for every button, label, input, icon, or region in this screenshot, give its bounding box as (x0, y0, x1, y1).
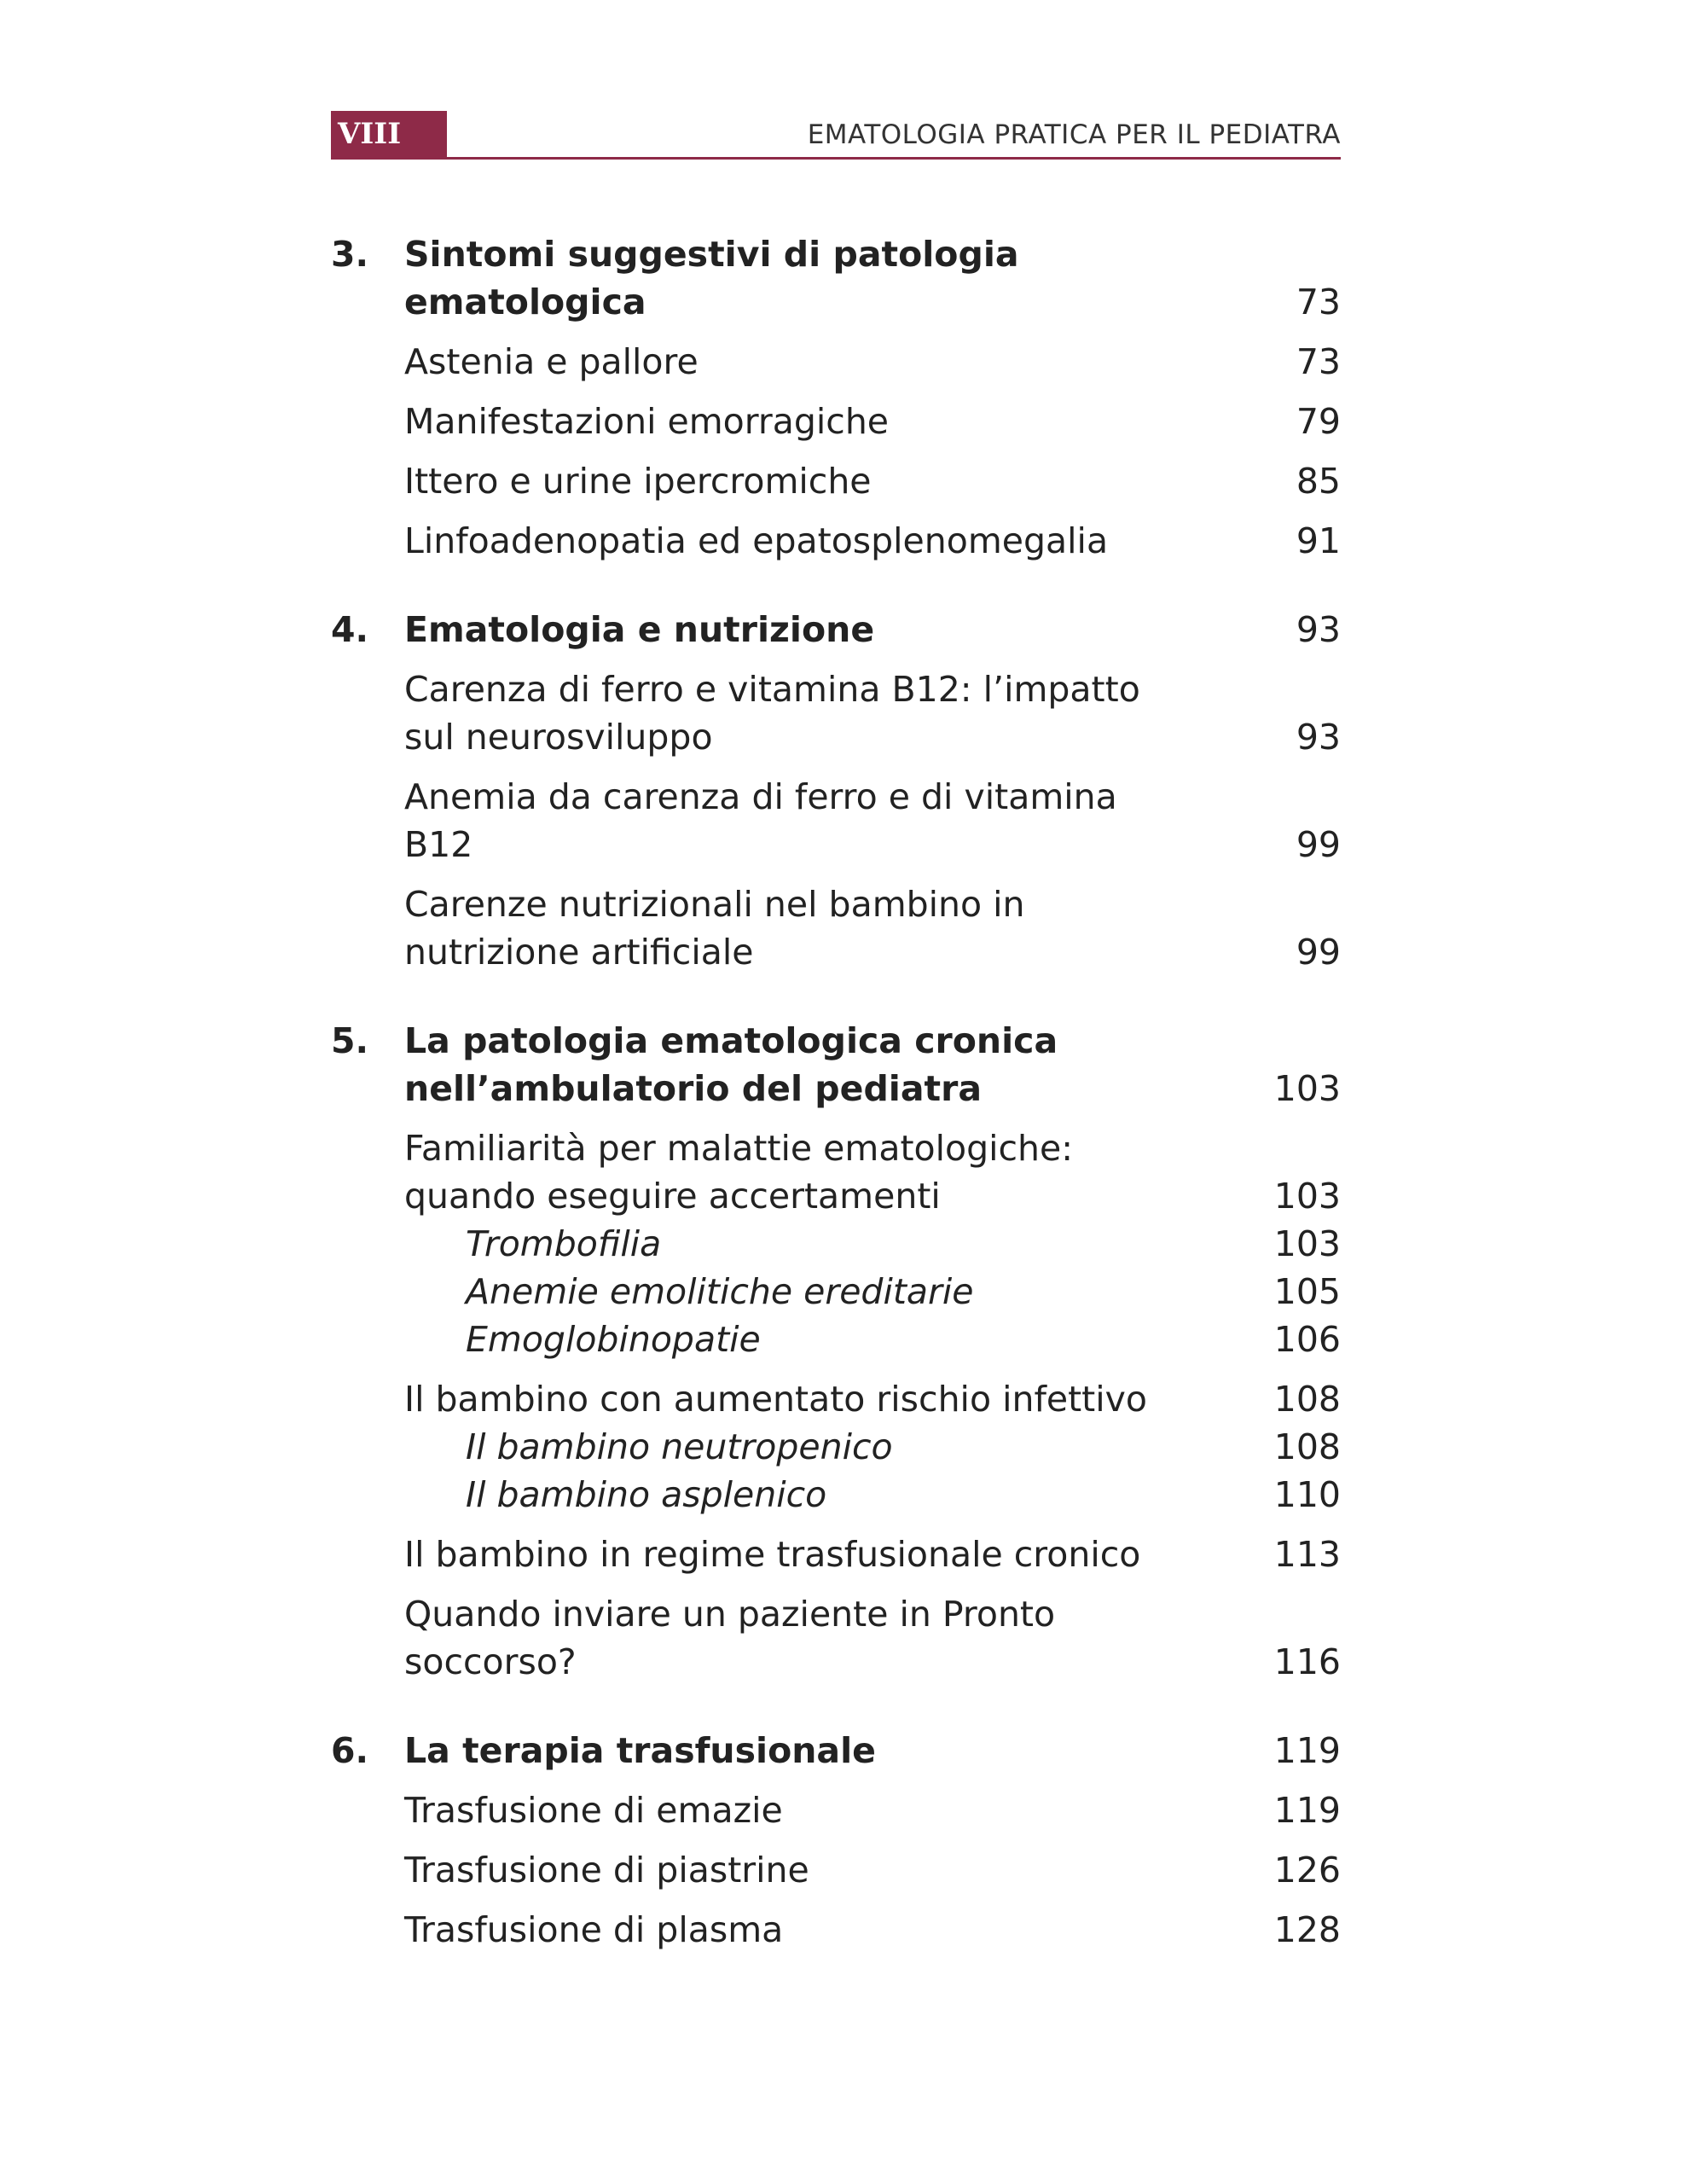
entry-title: Familiarità per malattie ematologiche: quando eseguire accertamenti (404, 1128, 1074, 1217)
section-number: 4. (331, 609, 369, 650)
page-ref: 99 (1296, 932, 1341, 973)
entry-title: Linfoadenopatia ed epatosplenomegalia (404, 520, 1109, 561)
page-ref: 106 (1273, 1319, 1341, 1360)
entry-title: Il bambino asplenico (466, 1474, 827, 1515)
toc-subentry[interactable] (331, 1423, 1341, 1471)
page-ref: 105 (1273, 1271, 1341, 1312)
page-ref: 73 (1296, 341, 1341, 382)
section-title: La patologia ematologica cronica nell’ambulatorio del pediatra (404, 1020, 1058, 1109)
section-title: La terapia trasfusionale (404, 1730, 876, 1771)
toc-entry[interactable] (331, 880, 1341, 976)
toc-entry[interactable] (331, 1124, 1341, 1220)
toc-section-heading[interactable] (331, 230, 1341, 326)
entry-title: Trombofilia (466, 1223, 662, 1264)
page-number: VIII (331, 111, 447, 157)
toc-section (331, 606, 1341, 976)
entry-title: Anemie emolitiche ereditarie (466, 1271, 974, 1312)
toc-entry[interactable] (331, 517, 1341, 565)
page-ref: 79 (1296, 401, 1341, 442)
toc-subentry[interactable] (331, 1220, 1341, 1268)
toc-entry[interactable] (331, 1531, 1341, 1578)
entry-title: Trasfusione di piastrine (404, 1850, 809, 1891)
table-of-contents (331, 230, 1341, 1995)
section-number: 5. (331, 1020, 369, 1061)
toc-section (331, 1727, 1341, 1954)
page-ref: 103 (1273, 1068, 1341, 1109)
page-ref: 85 (1296, 461, 1341, 502)
toc-entry[interactable] (331, 457, 1341, 505)
entry-title: Anemia da carenza di ferro e di vitamina B12 (404, 776, 1117, 865)
page-ref: 103 (1273, 1176, 1341, 1217)
entry-title: Il bambino in regime trasfusionale cronico (404, 1534, 1141, 1575)
toc-subentry[interactable] (331, 1471, 1341, 1519)
section-number: 6. (331, 1730, 369, 1771)
toc-subentry[interactable] (331, 1316, 1341, 1363)
page-ref: 99 (1296, 824, 1341, 865)
entry-title: Astenia e pallore (404, 341, 699, 382)
page-ref: 73 (1296, 282, 1341, 322)
page-ref: 116 (1273, 1641, 1341, 1682)
entry-title: Manifestazioni emorragiche (404, 401, 890, 442)
entry-title: Trasfusione di emazie (404, 1790, 783, 1831)
toc-section (331, 230, 1341, 565)
toc-entry[interactable] (331, 338, 1341, 386)
entry-title: Il bambino neutropenico (466, 1426, 893, 1467)
page-ref: 108 (1273, 1379, 1341, 1420)
toc-section-heading[interactable] (331, 1727, 1341, 1774)
page-ref: 119 (1273, 1790, 1341, 1831)
toc-entry[interactable] (331, 773, 1341, 868)
section-title: Ematologia e nutrizione (404, 609, 875, 650)
entry-title: Ittero e urine ipercromiche (404, 461, 872, 502)
toc-entry[interactable] (331, 1375, 1341, 1423)
toc-section-heading[interactable] (331, 1017, 1341, 1112)
page-ref: 110 (1273, 1474, 1341, 1515)
toc-section-heading[interactable] (331, 606, 1341, 653)
page-ref: 93 (1296, 717, 1341, 758)
running-title: EMATOLOGIA PRATICA PER IL PEDIATRA (807, 119, 1341, 150)
entry-title: Emoglobinopatie (466, 1319, 761, 1360)
toc-entry[interactable] (331, 1590, 1341, 1686)
entry-title: Trasfusione di plasma (404, 1909, 784, 1950)
page-ref: 128 (1273, 1909, 1341, 1950)
page-ref: 108 (1273, 1426, 1341, 1467)
page-ref: 113 (1273, 1534, 1341, 1575)
page-header (331, 111, 1341, 160)
toc-entry[interactable] (331, 665, 1341, 761)
entry-title: Quando inviare un paziente in Pronto soccorso? (404, 1594, 1056, 1682)
toc-entry[interactable] (331, 1786, 1341, 1834)
toc-entry[interactable] (331, 1906, 1341, 1954)
entry-title: Il bambino con aumentato rischio infettivo (404, 1379, 1147, 1420)
toc-entry[interactable] (331, 1846, 1341, 1894)
entry-title: Carenza di ferro e vitamina B12: l’impatto sul neurosviluppo (404, 669, 1140, 758)
page-ref: 119 (1273, 1730, 1341, 1771)
toc-entry[interactable] (331, 398, 1341, 445)
toc-section (331, 1017, 1341, 1686)
entry-title: Carenze nutrizionali nel bambino in nutrizione artificiale (404, 884, 1025, 973)
page-ref: 91 (1296, 520, 1341, 561)
section-title: Sintomi suggestivi di patologia ematologica (404, 234, 1019, 322)
page-ref: 93 (1296, 609, 1341, 650)
section-number: 3. (331, 234, 369, 275)
page-ref: 103 (1273, 1223, 1341, 1264)
toc-subentry[interactable] (331, 1268, 1341, 1316)
page-ref: 126 (1273, 1850, 1341, 1891)
